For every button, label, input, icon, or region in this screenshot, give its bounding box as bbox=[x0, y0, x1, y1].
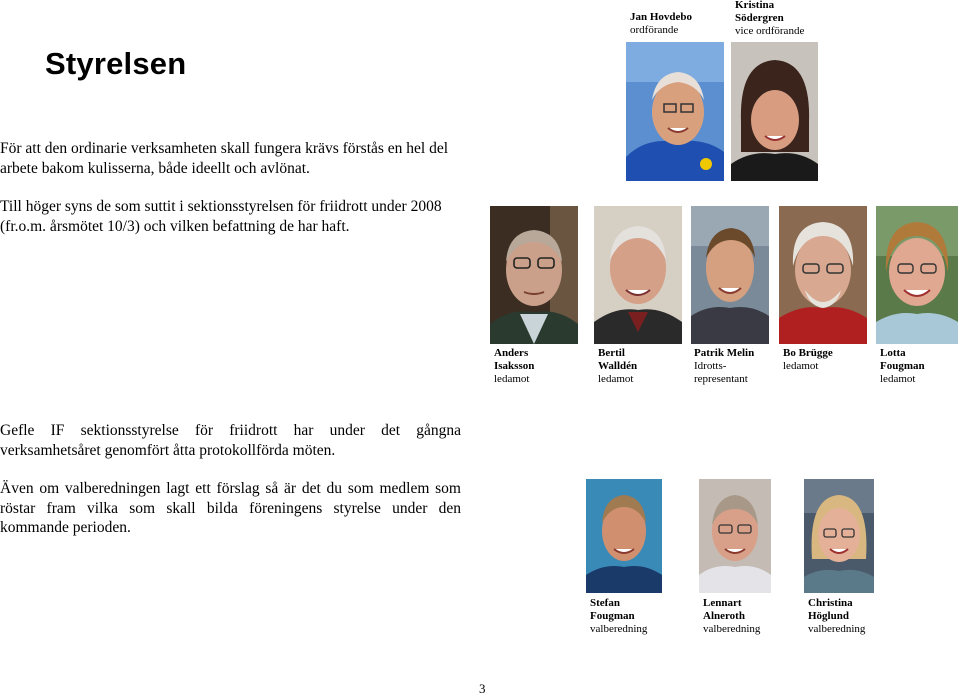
board-member-name: Bertil Walldén bbox=[598, 347, 638, 372]
board-member-name: Lotta Fougman bbox=[880, 347, 925, 372]
page-number: 3 bbox=[479, 681, 486, 696]
caption-lotta-fougman bbox=[880, 347, 958, 386]
caption-patrik-melin bbox=[694, 347, 784, 386]
page-title: Styrelsen bbox=[45, 46, 187, 81]
photo-kristina-sodergren bbox=[731, 42, 818, 181]
photo-lotta-fougman bbox=[876, 206, 958, 344]
board-member-name: Anders Isaksson bbox=[494, 347, 535, 372]
board-member-role: ledamot bbox=[494, 373, 530, 385]
photo-lennart-alneroth bbox=[699, 479, 771, 593]
board-member-role: ledamot bbox=[880, 373, 916, 385]
board-member-role: Idrotts- representant bbox=[694, 360, 748, 385]
intro-paragraph-1: För att den ordinarie verksamheten skall fungera krävs förstås en hel del arbete bakom kulisserna, både ideellt och avlönat. bbox=[0, 140, 449, 177]
caption-bo-brugge bbox=[783, 347, 873, 373]
photo-christina-hoglund bbox=[804, 479, 874, 593]
board-member-role: ledamot bbox=[783, 360, 819, 372]
photo-bertil-wallden bbox=[594, 206, 682, 344]
photo-stefan-fougman bbox=[586, 479, 662, 593]
nomination-member-name: Christina Höglund bbox=[808, 597, 853, 622]
photo-anders-isaksson bbox=[490, 206, 578, 344]
photo-jan-hovdebo bbox=[626, 42, 724, 181]
leader-name: Jan Hovdebo bbox=[630, 11, 693, 23]
meetings-paragraph: Gefle IF sektionsstyrelse för friidrott har under det gångna verksamhetsåret genomfört åtta protokollförda möten. bbox=[0, 422, 461, 459]
board-member-role: ledamot bbox=[598, 373, 634, 385]
valberedning-paragraph: Även om valberedningen lagt ett förslag så är det du som medlem som röstar fram vilka som skall bilda föreningens styrelse under den kommande perioden. bbox=[0, 480, 461, 536]
caption-jan-hovdebo bbox=[630, 11, 725, 37]
caption-anders-isaksson bbox=[494, 347, 584, 386]
leader-role: vice ordförande bbox=[735, 25, 805, 37]
nomination-member-name: Stefan Fougman bbox=[590, 597, 635, 622]
caption-lennart-alneroth bbox=[703, 597, 798, 636]
nomination-member-role: valberedning bbox=[703, 623, 761, 635]
leader-name: Kristina Södergren bbox=[735, 0, 784, 24]
caption-bertil-wallden bbox=[598, 347, 688, 386]
photo-patrik-melin bbox=[691, 206, 769, 344]
caption-kristina-sodergren bbox=[735, 0, 835, 38]
intro-paragraph-2: Till höger syns de som suttit i sektionsstyrelsen för friidrott under 2008 (fr.o.m. årsmötet 10/3) och vilken befattning de har haft. bbox=[0, 198, 442, 235]
nomination-member-role: valberedning bbox=[808, 623, 866, 635]
nomination-member-name: Lennart Alneroth bbox=[703, 597, 745, 622]
caption-stefan-fougman bbox=[590, 597, 685, 636]
leader-role: ordförande bbox=[630, 24, 679, 36]
nomination-member-role: valberedning bbox=[590, 623, 648, 635]
board-member-name: Patrik Melin bbox=[694, 347, 755, 359]
board-member-name: Bo Brügge bbox=[783, 347, 833, 359]
photo-bo-brugge bbox=[779, 206, 867, 344]
caption-christina-hoglund bbox=[808, 597, 903, 636]
